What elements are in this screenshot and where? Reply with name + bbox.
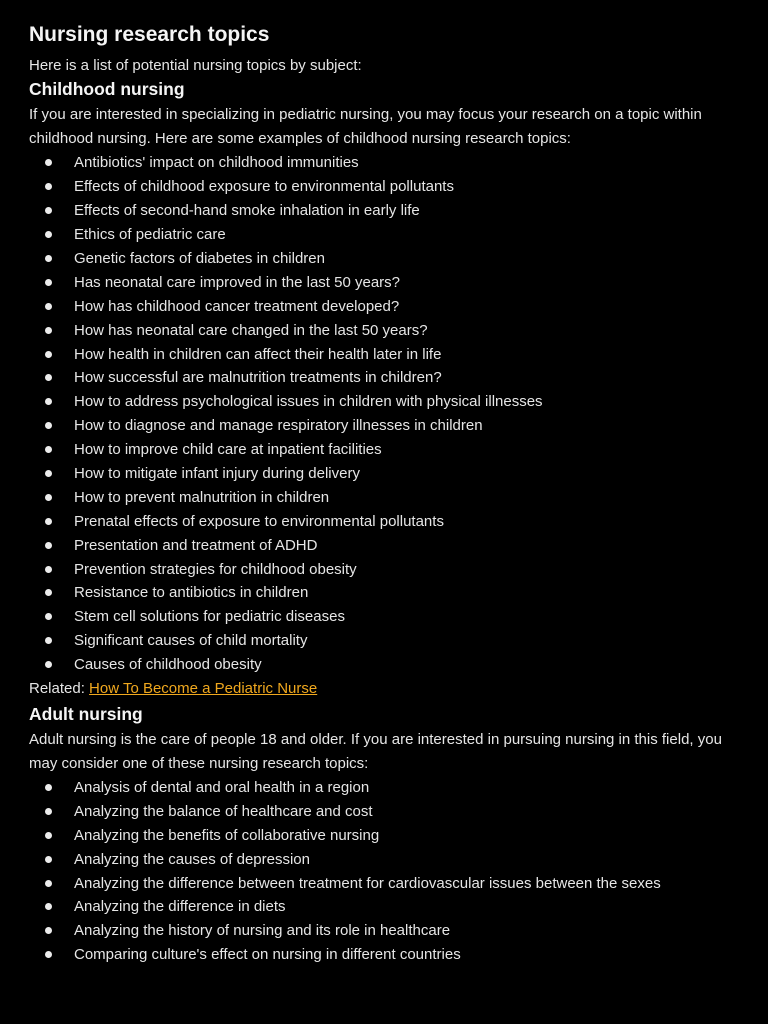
section-heading: Childhood nursing xyxy=(29,79,185,99)
list-item xyxy=(29,175,738,199)
list-item-text: Significant causes of child mortality xyxy=(74,632,308,650)
list-item-text: How health in children can affect their health later in life xyxy=(74,345,442,363)
list-item-text: Comparing culture's effect on nursing in different countries xyxy=(74,946,461,964)
list-item-text: Causes of childhood obesity xyxy=(74,656,262,674)
bullet-icon xyxy=(45,422,52,429)
list-item-text: How to diagnose and manage respiratory illnesses in children xyxy=(74,417,483,435)
list-item xyxy=(29,294,738,318)
list-item-text: Resistance to antibiotics in children xyxy=(74,584,309,602)
list-item-text: Prevention strategies for childhood obesity xyxy=(74,560,357,578)
list-item xyxy=(29,823,738,847)
bullet-icon xyxy=(45,374,52,381)
bullet-icon xyxy=(45,446,52,453)
bullet-icon xyxy=(45,589,52,596)
list-item-text: Analysis of dental and oral health in a region xyxy=(74,779,370,797)
topic-list xyxy=(29,151,738,677)
page-title: Nursing research topics xyxy=(29,23,270,46)
list-item-text: Antibiotics' impact on childhood immunities xyxy=(74,154,359,172)
list-item xyxy=(29,871,738,895)
list-item xyxy=(29,151,738,175)
list-item xyxy=(29,390,738,414)
list-item xyxy=(29,223,738,247)
list-item-text: How has childhood cancer treatment developed? xyxy=(74,297,400,315)
list-item-text: Analyzing the difference in diets xyxy=(74,898,286,916)
list-item xyxy=(29,366,738,390)
list-item xyxy=(29,557,738,581)
list-item-text: Analyzing the benefits of collaborative nursing xyxy=(74,826,380,844)
bullet-icon xyxy=(45,183,52,190)
bullet-icon xyxy=(45,808,52,815)
list-item xyxy=(29,485,738,509)
bullet-icon xyxy=(45,494,52,501)
list-item xyxy=(29,509,738,533)
related-line xyxy=(29,677,738,701)
topic-list xyxy=(29,776,738,967)
list-item xyxy=(29,847,738,871)
bullet-icon xyxy=(45,832,52,839)
section-adult-nursing xyxy=(29,701,738,967)
list-item xyxy=(29,605,738,629)
list-item xyxy=(29,943,738,967)
bullet-icon xyxy=(45,856,52,863)
list-item-text: How to mitigate infant injury during delivery xyxy=(74,465,360,483)
list-item-text: Effects of childhood exposure to environmental pollutants xyxy=(74,178,454,196)
list-item xyxy=(29,919,738,943)
list-item xyxy=(29,629,738,653)
list-item xyxy=(29,414,738,438)
related-prefix: Related: xyxy=(29,679,90,697)
intro-text: Here is a list of potential nursing topics by subject: xyxy=(29,57,362,74)
list-item-text: Stem cell solutions for pediatric diseases xyxy=(74,608,345,626)
list-item xyxy=(29,342,738,366)
list-item xyxy=(29,438,738,462)
bullet-icon xyxy=(45,903,52,910)
bullet-icon xyxy=(45,566,52,573)
bullet-icon xyxy=(45,880,52,887)
list-item-text: Analyzing the history of nursing and its role in healthcare xyxy=(74,922,451,940)
bullet-icon xyxy=(45,207,52,214)
bullet-icon xyxy=(45,784,52,791)
list-item xyxy=(29,799,738,823)
list-item xyxy=(29,895,738,919)
bullet-icon xyxy=(45,637,52,644)
list-item xyxy=(29,318,738,342)
list-item-text: Presentation and treatment of ADHD xyxy=(74,536,318,554)
bullet-icon xyxy=(45,351,52,358)
related-link[interactable]: How To Become a Pediatric Nurse xyxy=(89,679,318,697)
bullet-icon xyxy=(45,255,52,262)
bullet-icon xyxy=(45,927,52,934)
list-item-text: Effects of second-hand smoke inhalation in early life xyxy=(74,202,420,220)
bullet-icon xyxy=(45,398,52,405)
bullet-icon xyxy=(45,518,52,525)
section-description: Adult nursing is the care of people 18 and older. If you are interested in pursuing nursing in this field, you may consider one of these nursing research topics: xyxy=(29,730,722,772)
bullet-icon xyxy=(45,470,52,477)
bullet-icon xyxy=(45,327,52,334)
bullet-icon xyxy=(45,661,52,668)
bullet-icon xyxy=(45,951,52,958)
list-item xyxy=(29,270,738,294)
bullet-icon xyxy=(45,279,52,286)
list-item xyxy=(29,581,738,605)
section-description: If you are interested in specializing in pediatric nursing, you may focus your research on a topic within childhood nursing. Here are some examples of childhood nursing research topics: xyxy=(29,106,702,147)
list-item xyxy=(29,533,738,557)
bullet-icon xyxy=(45,542,52,549)
bullet-icon xyxy=(45,613,52,620)
list-item xyxy=(29,653,738,677)
list-item-text: Ethics of pediatric care xyxy=(74,226,226,244)
bullet-icon xyxy=(45,303,52,310)
section-heading: Adult nursing xyxy=(29,703,143,724)
list-item xyxy=(29,199,738,223)
list-item-text: How to address psychological issues in children with physical illnesses xyxy=(74,393,543,411)
bullet-icon xyxy=(45,231,52,238)
list-item-text: How to improve child care at inpatient facilities xyxy=(74,441,382,459)
section-childhood-nursing xyxy=(29,76,738,701)
list-item-text: Analyzing the causes of depression xyxy=(74,850,310,868)
list-item-text: Prenatal effects of exposure to environmental pollutants xyxy=(74,512,444,530)
bullet-icon xyxy=(45,159,52,166)
list-item-text: How to prevent malnutrition in children xyxy=(74,488,330,506)
list-item-text: Genetic factors of diabetes in children xyxy=(74,250,325,267)
list-item xyxy=(29,462,738,486)
list-item-text: Analyzing the balance of healthcare and cost xyxy=(74,802,373,820)
list-item xyxy=(29,776,738,800)
list-item-text: Has neonatal care improved in the last 50 years? xyxy=(74,273,401,291)
list-item-text: Analyzing the difference between treatment for cardiovascular issues between the sexes xyxy=(74,874,661,892)
list-item xyxy=(29,247,738,271)
list-item-text: How successful are malnutrition treatments in children? xyxy=(74,369,442,387)
list-item-text: How has neonatal care changed in the last 50 years? xyxy=(74,321,428,339)
